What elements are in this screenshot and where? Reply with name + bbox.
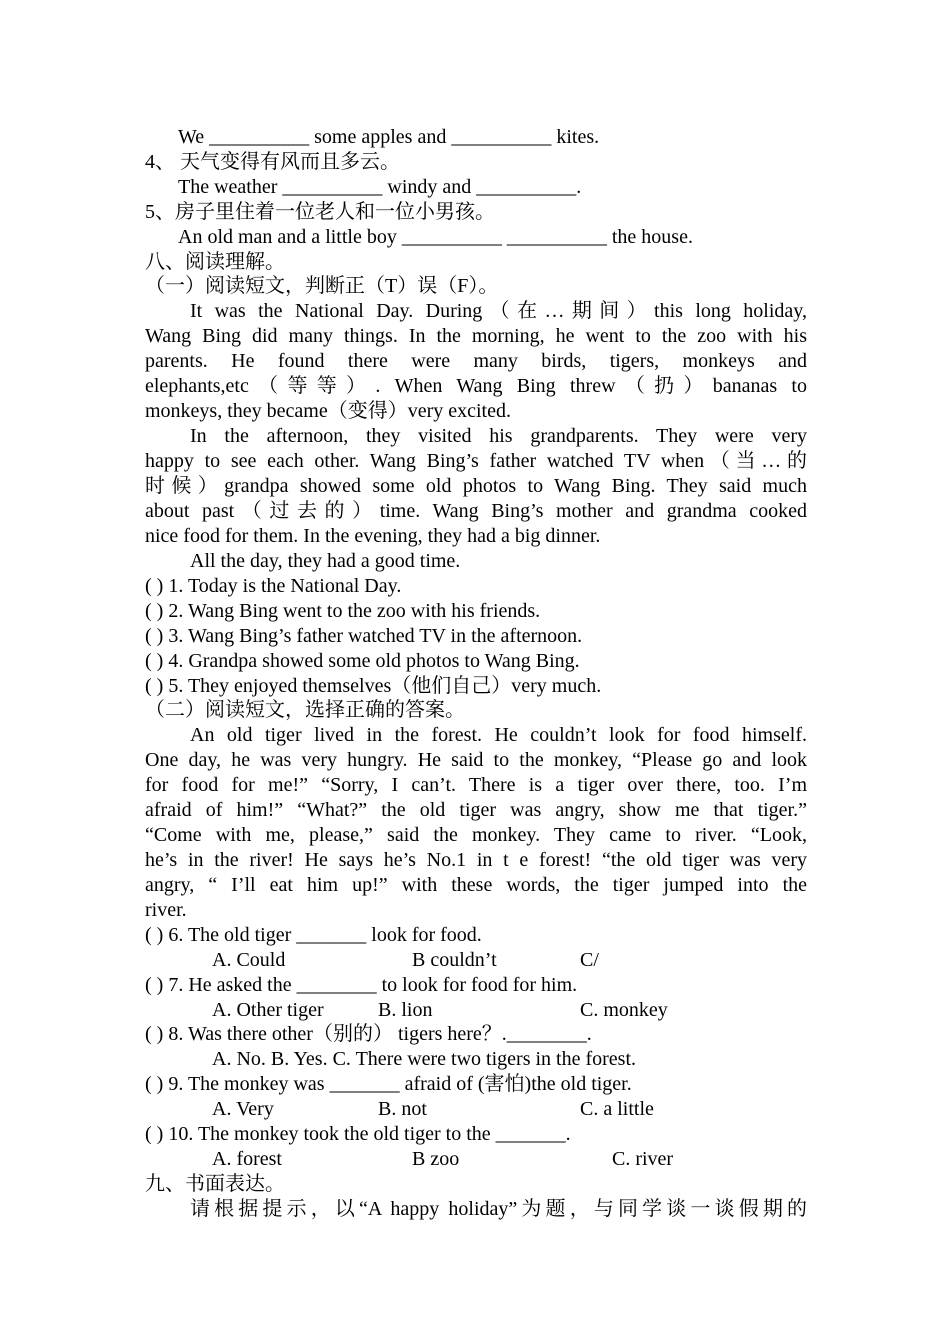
option-b: B. lion [378,999,433,1021]
option-line: A. No. B. Yes. C. There were two tigers in the forest. [212,1048,637,1070]
passage-line: “Come with me, please,” said the monkey. They came to river. “Look, [145,824,807,846]
option-a: A. Could [212,949,286,971]
mc-question: ( ) 7. He asked the ________ to look for food for him. [145,974,578,996]
mc-question: ( ) 9. The monkey was _______ afraid of (害怕)the old tiger. [145,1073,632,1095]
passage-line: about past（过去的）time. Wang Bing’s mother and grandma cooked [145,500,807,522]
option-c: C/ [580,949,599,971]
passage-line: river. [145,899,187,921]
tf-question: ( ) 1. Today is the National Day. [145,575,402,597]
text-line: We __________ some apples and __________ kites. [178,126,600,148]
text-line: The weather __________ windy and __________. [178,176,582,198]
mc-question: ( ) 10. The monkey took the old tiger to the _______. [145,1123,571,1145]
passage-line: angry, “ I’ll eat him up!” with these words, the tiger jumped into the [145,874,807,896]
text-line: An old man and a little boy __________ __________ the house. [178,226,693,248]
passage-line: happy to see each other. Wang Bing’s father watched TV when（当…的 [145,450,807,472]
subsection-heading: （一）阅读短文，判断正（T）误（F）。 [145,275,499,297]
passage-line: parents. He found there were many birds, tigers, monkeys and [145,350,807,372]
tf-question: ( ) 3. Wang Bing’s father watched TV in the afternoon. [145,625,583,647]
passage-line: It was the National Day. During（在…期间）this long holiday, [190,300,807,322]
passage-line: 时候）grandpa showed some old photos to Wang Bing. They said much [145,475,807,497]
tf-question: ( ) 5. They enjoyed themselves（他们自己）very much. [145,675,602,697]
option-b: B zoo [412,1148,460,1170]
passage-line: elephants,etc（等等）. When Wang Bing threw（扔）bananas to [145,375,807,397]
passage-line: for food for me!” “Sorry, I can’t. There is a tiger over there, too. I’m [145,774,807,796]
section-heading: 八、阅读理解。 [145,251,285,273]
section-heading: 九、书面表达。 [145,1173,285,1195]
passage-line: nice food for them. In the evening, they had a big dinner. [145,525,601,547]
option-a: A. Very [212,1098,274,1120]
passage-line: An old tiger lived in the forest. He couldn’t look for food himself. [190,724,807,746]
passage-line: In the afternoon, they visited his grandparents. They were very [190,425,807,447]
tf-question: ( ) 2. Wang Bing went to the zoo with his friends. [145,600,541,622]
option-c: C. monkey [580,999,668,1021]
mc-question: ( ) 8. Was there other（别的） tigers here？.________. [145,1023,592,1045]
option-a: A. forest [212,1148,282,1170]
passage-line: monkeys, they became（变得）very excited. [145,400,511,422]
option-b: B. not [378,1098,427,1120]
passage-line: One day, he was very hungry. He said to the monkey, “Please go and look [145,749,807,771]
passage-line: afraid of him!” “What?” the old tiger was angry, show me that tiger.” [145,799,807,821]
subsection-heading: （二）阅读短文，选择正确的答案。 [145,699,465,721]
passage-line: he’s in the river! He says he’s No.1 in t e forest! “the old tiger was very [145,849,807,871]
question-heading: 5、房子里住着一位老人和一位小男孩。 [145,201,495,223]
option-c: C. a little [580,1098,654,1120]
question-heading: 4、 天气变得有风而且多云。 [145,151,400,173]
mc-question: ( ) 6. The old tiger _______ look for food. [145,924,482,946]
passage-line: All the day, they had a good time. [190,550,461,572]
passage-line: Wang Bing did many things. In the morning, he went to the zoo with his [145,325,807,347]
option-b: B couldn’t [412,949,497,971]
option-c: C. river [612,1148,674,1170]
tf-question: ( ) 4. Grandpa showed some old photos to Wang Bing. [145,650,580,672]
writing-prompt: 请根据提示，以“A happy holiday”为题，与同学谈一谈假期的 [190,1198,807,1220]
option-a: A. Other tiger [212,999,324,1021]
